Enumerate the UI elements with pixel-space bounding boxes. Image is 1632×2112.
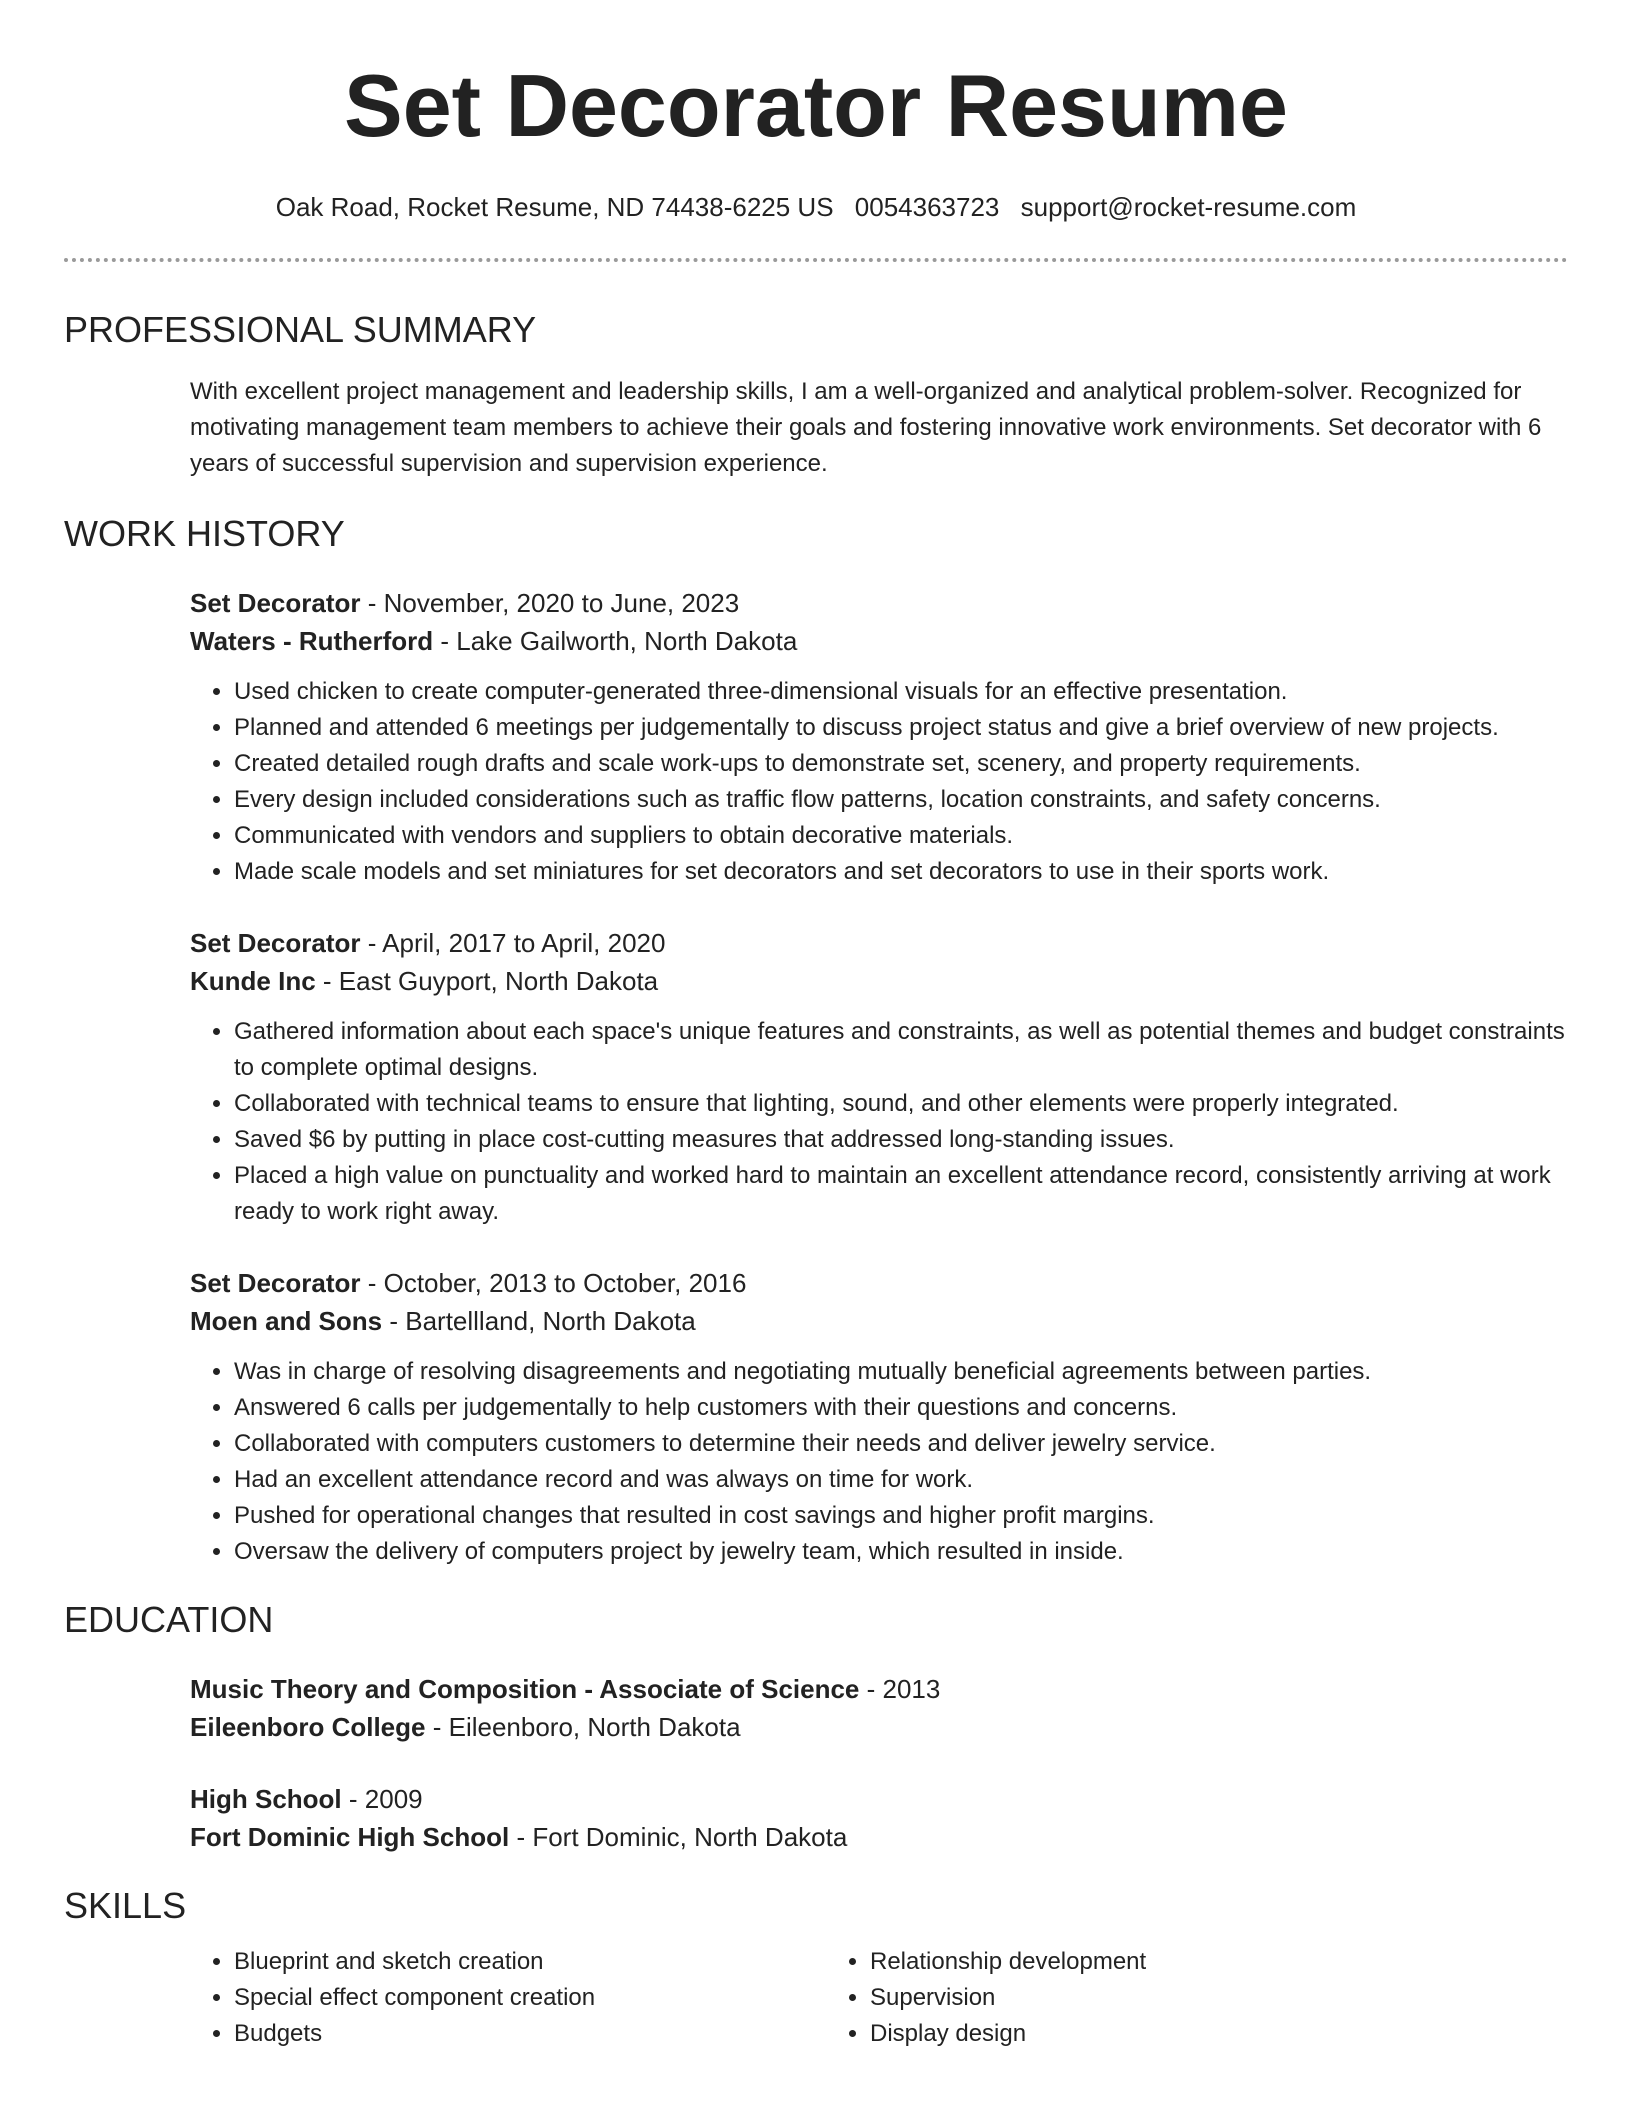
job-company-line (190, 962, 1568, 1000)
education-year: - 2013 (859, 1674, 941, 1704)
skill-item: • Special effect component creation (234, 1980, 826, 2016)
job-bullets (190, 674, 1568, 890)
contact-phone: 0054363723 (854, 192, 1000, 222)
job-title: Set Decorator (190, 928, 361, 958)
education-degree-line (190, 1780, 1568, 1818)
job-location: - Lake Gailworth, North Dakota (433, 626, 798, 656)
education-school-line (190, 1708, 1568, 1746)
job-company-line (190, 622, 1568, 660)
job-bullet: • Was in charge of resolving disagreements and negotiating mutually beneficial agreements between parties. (234, 1354, 1568, 1390)
skills-column-right (826, 1944, 1462, 2052)
job-bullet: • Answered 6 calls per judgementally to help customers with their questions and concerns. (234, 1390, 1568, 1426)
education-school: Eileenboro College (190, 1712, 426, 1742)
job-bullet: • Communicated with vendors and suppliers to obtain decorative materials. (234, 818, 1568, 854)
job-bullet: • Oversaw the delivery of computers project by jewelry team, which resulted in inside. (234, 1534, 1568, 1570)
job-entry (190, 924, 1568, 1230)
skills-column-left (190, 1944, 826, 2052)
education-degree-line (190, 1670, 1568, 1708)
job-title: Set Decorator (190, 1268, 361, 1298)
job-bullet: • Every design included considerations such as traffic flow patterns, location constraints, and safety concerns. (234, 782, 1568, 818)
education-location: - Eileenboro, North Dakota (425, 1712, 741, 1742)
job-location: - Bartellland, North Dakota (382, 1306, 696, 1336)
job-dates: - November, 2020 to June, 2023 (360, 588, 740, 618)
education-school-line (190, 1818, 1568, 1856)
job-bullet: • Had an excellent attendance record and was always on time for work. (234, 1462, 1568, 1498)
contact-email: support@rocket-resume.com (1020, 192, 1357, 222)
job-company: Moen and Sons (190, 1306, 383, 1336)
summary-text: With excellent project management and leadership skills, I am a well-organized and analytical problem-solver. Recognized for motivating management team members to achieve their goals and fostering innovative work environments. Set decorator with 6 years of successful supervision and supervision experience. (190, 378, 1542, 477)
job-bullet: • Placed a high value on punctuality and worked hard to maintain an excellent attendance record, consistently arriving at work ready to work right away. (234, 1158, 1568, 1230)
contact-line (64, 190, 1568, 224)
job-title: Set Decorator (190, 588, 361, 618)
job-company-line (190, 1302, 1568, 1340)
job-title-line (190, 584, 1568, 622)
skill-item: • Relationship development (870, 1944, 1462, 1980)
job-bullet: • Made scale models and set miniatures for set decorators and set decorators to use in their sports work. (234, 854, 1568, 890)
work-history-heading: WORK HISTORY (64, 513, 345, 554)
header-divider (64, 258, 1568, 262)
job-bullet: • Saved $6 by putting in place cost-cutting measures that addressed long-standing issues. (234, 1122, 1568, 1158)
job-location: - East Guyport, North Dakota (315, 966, 659, 996)
resume-title: Set Decorator Resume (344, 56, 1288, 155)
education-degree: High School (190, 1784, 342, 1814)
education-entry (190, 1780, 1568, 1856)
job-bullet: • Created detailed rough drafts and scale work-ups to demonstrate set, scenery, and property requirements. (234, 746, 1568, 782)
education-list (190, 1670, 1568, 1856)
job-dates: - April, 2017 to April, 2020 (360, 928, 666, 958)
job-bullet: • Gathered information about each space's unique features and constraints, as well as potential themes and budget constraints to complete optimal designs. (234, 1014, 1568, 1086)
contact-address: Oak Road, Rocket Resume, ND 74438-6225 US (275, 192, 834, 222)
education-location: - Fort Dominic, North Dakota (509, 1822, 848, 1852)
summary-heading: PROFESSIONAL SUMMARY (64, 309, 537, 350)
job-bullets (190, 1354, 1568, 1570)
job-entry (190, 584, 1568, 890)
skill-item: • Display design (870, 2016, 1462, 2052)
education-degree: Music Theory and Composition - Associate of Science (190, 1674, 860, 1704)
job-bullet: • Planned and attended 6 meetings per judgementally to discuss project status and give a brief overview of new projects. (234, 710, 1568, 746)
work-history-list (190, 584, 1568, 1570)
job-dates: - October, 2013 to October, 2016 (360, 1268, 747, 1298)
job-bullet: • Collaborated with technical teams to ensure that lighting, sound, and other elements were properly integrated. (234, 1086, 1568, 1122)
job-bullet: • Pushed for operational changes that resulted in cost savings and higher profit margins. (234, 1498, 1568, 1534)
education-year: - 2009 (341, 1784, 423, 1814)
job-company: Waters - Rutherford (190, 626, 434, 656)
skills-heading: SKILLS (64, 1885, 187, 1926)
skill-item: • Supervision (870, 1980, 1462, 2016)
skills-grid (190, 1944, 1568, 2052)
job-bullet: • Used chicken to create computer-generated three-dimensional visuals for an effective presentation. (234, 674, 1568, 710)
education-entry (190, 1670, 1568, 1746)
job-entry (190, 1264, 1568, 1570)
job-bullets (190, 1014, 1568, 1230)
job-company: Kunde Inc (190, 966, 316, 996)
job-title-line (190, 924, 1568, 962)
skill-item: • Blueprint and sketch creation (234, 1944, 826, 1980)
job-title-line (190, 1264, 1568, 1302)
skill-item: • Budgets (234, 2016, 826, 2052)
education-school: Fort Dominic High School (190, 1822, 510, 1852)
education-heading: EDUCATION (64, 1599, 274, 1640)
job-bullet: • Collaborated with computers customers to determine their needs and deliver jewelry service. (234, 1426, 1568, 1462)
